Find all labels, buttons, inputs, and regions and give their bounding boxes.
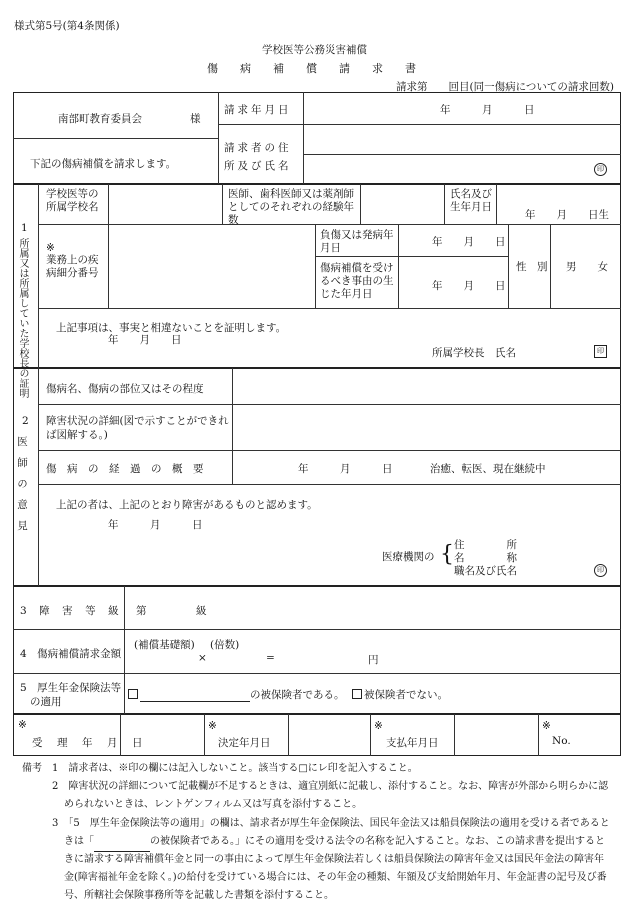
- note-3b: きは「 の被保険者である。」にその適用を受ける法令の名称を記入すること。なお、この請求書を提出すると: [64, 832, 630, 852]
- experience-label: 医師、歯科医師又は薬剤師としてのそれぞれの経験年数: [228, 188, 354, 226]
- payment-mark: ※: [374, 720, 383, 732]
- course-status[interactable]: 治癒、転医、現在継続中: [430, 463, 546, 475]
- institution-name-label: 名 称: [454, 552, 517, 564]
- multiplier-label: (倍数): [210, 639, 240, 651]
- times-sign: ×: [198, 652, 207, 664]
- number-label: No.: [552, 735, 571, 747]
- institution-label: 医療機関の: [382, 551, 435, 563]
- pension-option-not-insured[interactable]: 被保険者でない。: [352, 687, 448, 702]
- org-title: 学校医等公務災害補償: [262, 44, 367, 56]
- payment-date-label: 支払年月日: [386, 737, 439, 749]
- pension-option-insured[interactable]: の被保険者である。: [128, 687, 345, 702]
- note-1: 1 請求者は、※印の欄には記入しないこと。該当する□にレ印を記入すること。: [52, 763, 418, 774]
- sex-label: 性 別: [516, 261, 548, 273]
- school-name-label: 学校医等の所属学校名: [46, 188, 99, 213]
- equals-sign: =: [266, 652, 275, 664]
- pension-label-2: の適用: [30, 696, 62, 708]
- applicant-address-field[interactable]: [305, 126, 619, 153]
- case-number-label: 業務上の疾病細分番号: [46, 254, 99, 279]
- address-label-2: 所及び氏名: [224, 160, 292, 172]
- injury-date-label: 負傷又は発病年月日: [320, 229, 394, 254]
- detail-field[interactable]: [234, 406, 619, 449]
- claim-date-label: 請求年月日: [224, 104, 292, 116]
- school-cert-text: 上記事項は、事実と相違ないことを証明します。: [56, 322, 287, 334]
- request-text: 下記の傷病補償を請求します。: [30, 158, 177, 170]
- amount-field[interactable]: [280, 648, 364, 664]
- injury-date-value[interactable]: 年 月 日: [432, 236, 506, 248]
- principal-seal-icon: 印: [594, 345, 607, 358]
- pension-label-1: 5 厚生年金保険法等: [20, 682, 122, 694]
- applicant-name-field[interactable]: [305, 156, 585, 182]
- address-label-1: 請求者の住: [224, 142, 292, 154]
- doctor-seal-icon: 印: [594, 564, 607, 577]
- receipt-date-label: 受 理 年 月 日: [32, 737, 145, 749]
- birth-date-value[interactable]: 年 月 日生: [525, 209, 609, 221]
- cause-date-label: 傷病補償を受けるべき事由の生じた年月日: [320, 262, 394, 300]
- section-1-label: 所属又は所属していた学校長の証明: [17, 238, 28, 398]
- claim-date-value[interactable]: 年 月 日: [440, 104, 535, 116]
- course-date[interactable]: 年 月 日: [298, 463, 393, 475]
- honorific: 様: [190, 113, 201, 125]
- yen-unit: 円: [368, 654, 379, 666]
- note-3e: 号、所轄社会保険事務所等を記載した書類を添付すること。: [64, 890, 334, 901]
- note-3a: 3 「5 厚生年金保険法等の適用」の欄は、請求者が厚生年金保険法、国民年金法又は船員保険法の適用を受ける者であると: [52, 818, 610, 829]
- claim-count: 請求第 回目(同一傷病についての請求回数): [396, 81, 614, 93]
- disease-field[interactable]: [234, 370, 619, 403]
- institution-address-label: 住 所: [454, 539, 517, 551]
- name-birth-label: 氏名及び生年月日: [450, 188, 492, 213]
- doctor-opinion-date[interactable]: 年 月 日: [108, 519, 203, 531]
- note-2b: められないときは、レントゲンフィルム又は写真を添付すること。: [64, 799, 363, 810]
- insured-checkbox[interactable]: [128, 689, 138, 699]
- number-mark: ※: [542, 720, 551, 732]
- section-2-label: 医 師 の 意 見: [16, 436, 28, 531]
- receipt-mark: ※: [18, 719, 27, 731]
- doctor-opinion-text: 上記の者は、上記のとおり障害があるものと認めます。: [56, 499, 318, 511]
- grade-prefix: 第: [136, 605, 147, 617]
- decision-mark: ※: [208, 720, 217, 732]
- detail-label: 障害状況の詳細(図で示すことができれば図解する。): [46, 415, 229, 441]
- sex-options[interactable]: 男 女: [566, 261, 608, 273]
- course-label: 傷 病 の 経 過 の 概 要: [46, 463, 204, 475]
- note-3c: きに請求する障害補償年金と同一の事由によって厚生年金保険法若しくは船員保険法の障害年金又は国民年金法の障害年: [64, 854, 604, 865]
- base-amount-label: (補償基礎額): [134, 639, 195, 651]
- office-use-mark: ※: [46, 242, 55, 254]
- decision-date-label: 決定年月日: [218, 737, 271, 749]
- cause-date-value[interactable]: 年 月 日: [432, 280, 506, 292]
- grade-suffix: 級: [196, 605, 207, 617]
- experience-field[interactable]: [362, 186, 442, 222]
- recipient: 南部町教育委員会: [58, 113, 142, 125]
- grade-field[interactable]: [150, 600, 190, 616]
- amount-label: 4 傷病補償請求金額: [20, 648, 122, 660]
- section-1-number: 1: [21, 222, 28, 234]
- notes-heading: 備考: [22, 763, 42, 774]
- seal-mark-icon: 印: [594, 163, 607, 176]
- law-name-field[interactable]: [140, 691, 250, 702]
- section-2-number: 2: [22, 415, 29, 427]
- school-name-field[interactable]: [110, 186, 220, 222]
- principal-label: 所属学校長 氏名: [432, 347, 516, 359]
- school-cert-date[interactable]: 年 月 日: [108, 334, 182, 346]
- grade-label: 3 障 害 等 級: [20, 605, 120, 617]
- note-3d: 金(障害福祉年金を除く。)の給付を受けている場合には、その年金の種類、年額及び支給開始年月、年金証書の記号及び番: [64, 872, 607, 883]
- institution-rep-label: 職名及び氏名: [454, 565, 517, 577]
- note-2a: 2 障害状況の詳細について記載欄が不足するときは、適宜別紙に記載し、添付すること。なお、障害が外部から明らかに認: [52, 781, 609, 792]
- document-title: 傷 病 補 償 請 求 書: [207, 62, 416, 75]
- not-insured-checkbox[interactable]: [352, 689, 362, 699]
- disease-label: 傷病名、傷病の部位又はその程度: [46, 383, 204, 395]
- brace-icon: {: [440, 542, 454, 567]
- form-number: 様式第5号(第4条関係): [14, 20, 120, 32]
